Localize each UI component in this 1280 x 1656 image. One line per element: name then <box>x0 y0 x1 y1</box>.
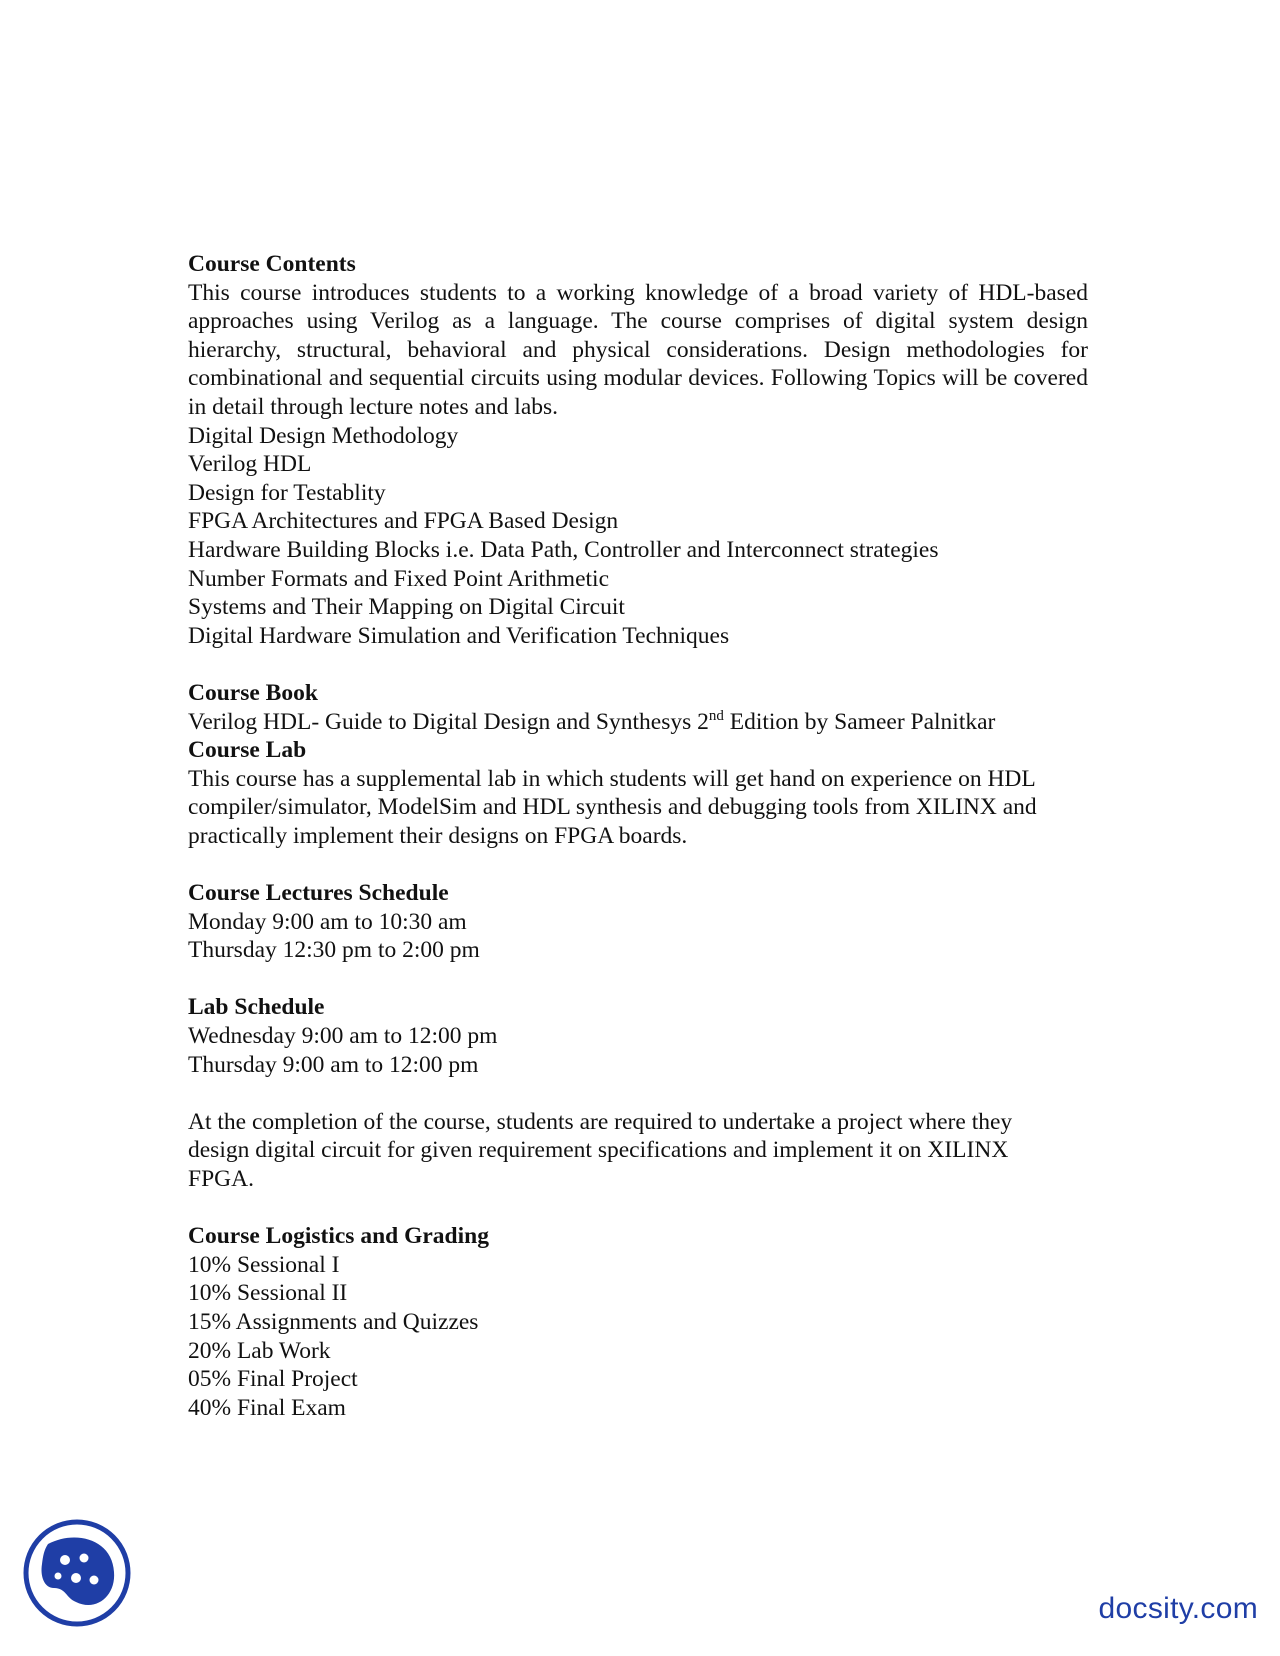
grading-item: 15% Assignments and Quizzes <box>188 1308 479 1335</box>
topic-item: Digital Hardware Simulation and Verification Techniques <box>188 622 730 649</box>
course-lab-text: This course has a supplemental lab in which students will get hand on experience on HDL compiler/simulator, ModelSim and HDL synthesis and debugging tools from XILINX and practically implement their designs on FPGA boards. <box>188 765 1037 849</box>
lecture-slot: Thursday 12:30 pm to 2:00 pm <box>188 937 480 964</box>
topic-item: Digital Design Methodology <box>188 422 459 449</box>
grading-item: 05% Final Project <box>188 1366 358 1393</box>
course-book-text <box>188 708 1088 737</box>
course-book-title: Verilog HDL- Guide to Digital Design and Synthesys 2 <box>188 708 709 735</box>
topic-item: Verilog HDL <box>188 451 312 478</box>
course-contents-intro: This course introduces students to a working knowledge of a broad variety of HDL-based approaches using Verilog as a language. The course comprises of digital system design hierarchy, structural, behavioral and physical considerations. Design methodologies for combinational and sequential circuits using modular devices. Following Topics will be covered in detail through lecture notes and labs. <box>188 279 1088 420</box>
lab-slot: Wednesday 9:00 am to 12:00 pm <box>188 1023 498 1050</box>
lab-slot: Thursday 9:00 am to 12:00 pm <box>188 1051 479 1078</box>
docsity-logo-icon[interactable] <box>22 1518 132 1628</box>
grading-heading: Course Logistics and Grading <box>188 1223 489 1250</box>
topic-item: Hardware Building Blocks i.e. Data Path, Controller and Interconnect strategies <box>188 536 939 563</box>
course-contents-heading: Course Contents <box>188 251 356 277</box>
grading-item: 10% Sessional II <box>188 1280 348 1307</box>
document-page <box>188 250 1088 1422</box>
lecture-slot: Monday 9:00 am to 10:30 am <box>188 908 467 935</box>
topic-item: Number Formats and Fixed Point Arithmetic <box>188 565 610 592</box>
edition-superscript: nd <box>708 707 724 724</box>
topics-list <box>188 422 1088 651</box>
topic-item: Design for Testablity <box>188 479 386 506</box>
grading-list <box>188 1251 1088 1423</box>
course-book-author: Edition by Sameer Palnitkar <box>723 708 996 735</box>
lectures-schedule-heading: Course Lectures Schedule <box>188 880 449 907</box>
grading-item: 20% Lab Work <box>188 1337 331 1364</box>
grading-item: 10% Sessional I <box>188 1251 340 1278</box>
course-lab-heading: Course Lab <box>188 737 307 764</box>
docsity-brand-link[interactable]: docsity.com <box>1098 1592 1258 1625</box>
topic-item: FPGA Architectures and FPGA Based Design <box>188 508 619 535</box>
grading-item: 40% Final Exam <box>188 1394 346 1421</box>
topic-item: Systems and Their Mapping on Digital Circuit <box>188 594 625 621</box>
lab-schedule-heading: Lab Schedule <box>188 994 325 1021</box>
course-book-heading: Course Book <box>188 679 318 706</box>
project-text: At the completion of the course, students are required to undertake a project where they design digital circuit for given requirement specifications and implement it on XILINX FPGA. <box>188 1108 1013 1192</box>
